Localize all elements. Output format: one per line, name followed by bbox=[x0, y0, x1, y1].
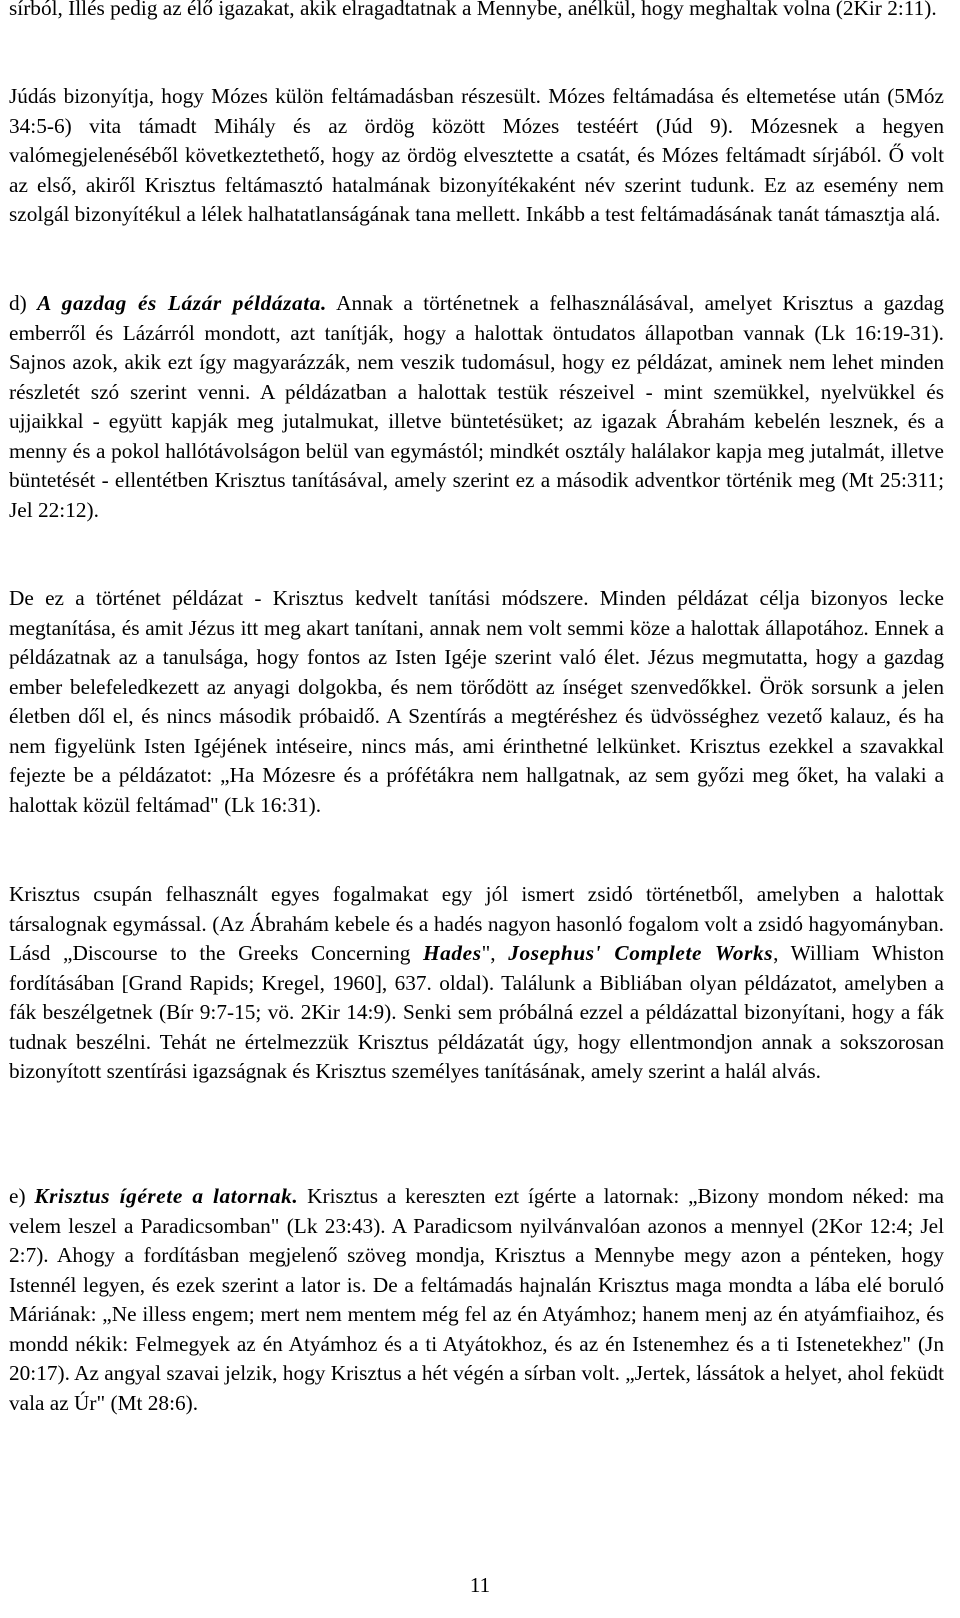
paragraph-3-text: Annak a történetnek a felhasználásával, amelyet Krisztus a gazdag emberről és Lázárról mondott, azt tanítják, hogy a halottak öntudatos állapotban vannak (Lk 16:19-31). Sajnos azok, akik ezt így magyarázzák, nem veszik tudomásul, hogy ez példázat, aminek nem lehet minden részletét szó szerint venni. A példázatban a halottak testük részeivel - mint szemükkel, nyelvükkel és ujjaikkal - együtt kapják meg jutalmukat, illetve büntetésüket; az igazak Ábrahám kebelén lesznek, és a menny és a pokol hallótávolságon belül van egymástól; mindkét osztály halálakor kapja meg jutalmát, illetve büntetését - ellentétben Krisztus tanításával, amely szerint ez a második adventkor történik meg (Mt 25:311; Jel 22:12). bbox=[9, 291, 944, 522]
paragraph-6 bbox=[9, 1182, 944, 1418]
page-number: 11 bbox=[469, 1573, 491, 1597]
paragraph-4-text: De ez a történet példázat - Krisztus kedvelt tanítási módszere. Minden példázat célja bizonyos lecke megtanítása, és amit Jézus itt meg akart tanítani, annak nem volt semmi köze a halottak állapotához. Ennek a példázatnak az a tanulsága, hogy fontos az Isten Igéje szerint való élet. Jézus megmutatta, hogy a gazdag ember belefeledkezett az anyagi dolgokba, és nem törődött az ínséget szenvedőkkel. Örök sorsunk a jelen életben dől el, és nincs második próbaidő. A Szentírás a megtéréshez és üdvösséghez vezető kalauz, és ha nem figyelünk Isten Igéjének intéseire, nincs más, ami érinthetné lelkünket. Krisztus ezekkel a szavakkal fejezte be a példázatot: „Ha Mózesre és a prófétákra nem hallgatnak, az sem győzi meg őket, ha valaki a halottak közül feltámad" (Lk 16:31). bbox=[9, 586, 944, 817]
paragraph-3 bbox=[9, 289, 944, 525]
paragraph-6-text: Krisztus a kereszten ezt ígérte a latornak: „Bizony mondom néked: ma velem leszel a Paradicsomban" (Lk 23:43). A Paradicsom nyilvánvalóan azonos a mennyel (2Kor 12:4; Jel 2:7). Ahogy a fordításban megjelenő szöveg mondja, Krisztus a Mennybe megy azon a pénteken, hogy Istennél legyen, és ezek szerint a lator is. De a feltámadás hajnalán Krisztus maga mondta a lába elé boruló Máriának: „Ne illess engem; mert nem mentem még fel az én Atyámhoz; hanem menj az én atyámfiaihoz, és mondd nékik: Felmegyek az én Atyámhoz és a ti Atyátokhoz, és az én Istenemhez és a ti Istenetekhez" (Jn 20:17). Az angyal szavai jelzik, hogy Krisztus a hét végén a sírban volt. „Jertek, lássátok a helyet, ahol feküdt vala az Úr" (Mt 28:6). bbox=[9, 1184, 945, 1415]
paragraph-3-heading: A gazdag és Lázár példázata. bbox=[37, 291, 327, 315]
paragraph-5-text-a: Krisztus csupán felhasznált egyes fogalmakat egy jól ismert zsidó történetből, amelyben a halottak társalognak egymással. (Az Ábrahám kebele és a hadés nagyon hasonló fogalom volt a zsidó hagyományban. Lásd „Discourse to the Greeks Concerning bbox=[9, 882, 944, 965]
paragraph-5-text-b: ", bbox=[481, 941, 509, 965]
paragraph-5-josephus-title: Josephus' Complete Works bbox=[508, 941, 774, 965]
paragraph-2 bbox=[9, 82, 944, 230]
paragraph-5 bbox=[9, 880, 944, 1087]
paragraph-5-text-c: , William Whiston fordításában [Grand Rapids; Kregel, 1960], 637. oldal). Találunk a Bibliában olyan példázatot, amelyben a fák beszélgetnek (Bír 9:7-15; vö. 2Kir 14:9). Senki sem próbálná ezzel a példázattal bizonyítani, hogy a fák tudnak beszélni. Tehát ne értelmezzük Krisztus példázatát úgy, hogy ellentmondjon annak a sokszorosan bizonyított szentírási igazságnak és Krisztus személyes tanításának, amely szerint a halál alvás. bbox=[9, 941, 944, 1083]
paragraph-2-text: Júdás bizonyítja, hogy Mózes külön feltámadásban részesült. Mózes feltámadása és eltemetése után (5Móz 34:5-6) vita támadt Mihály és az ördög között Mózes testéért (Júd 9). Mózesnek a hegyen valómegjelenéséből következtethető, hogy az ördög elvesztette a csatát, és Mózes feltámadt sírjából. Ő volt az első, akiről Krisztus feltámasztó hatalmának bizonyítékaként név szerint tudunk. Ez az esemény nem szolgál bizonyítékul a lélek halhatatlanságának tana mellett. Inkább a test feltámadásának tanát támasztja alá. bbox=[9, 84, 944, 226]
paragraph-1-text: sírból, Illés pedig az élő igazakat, akik elragadtatnak a Mennybe, anélkül, hogy meghaltak volna (2Kir 2:11). bbox=[9, 0, 937, 20]
paragraph-4 bbox=[9, 584, 944, 820]
paragraph-5-hades: Hades bbox=[422, 941, 482, 965]
paragraph-3-prefix: d) bbox=[9, 291, 38, 315]
paragraph-6-prefix: e) bbox=[9, 1184, 35, 1208]
paragraph-6-heading: Krisztus ígérete a latornak. bbox=[34, 1184, 299, 1208]
paragraph-1 bbox=[9, 0, 944, 24]
